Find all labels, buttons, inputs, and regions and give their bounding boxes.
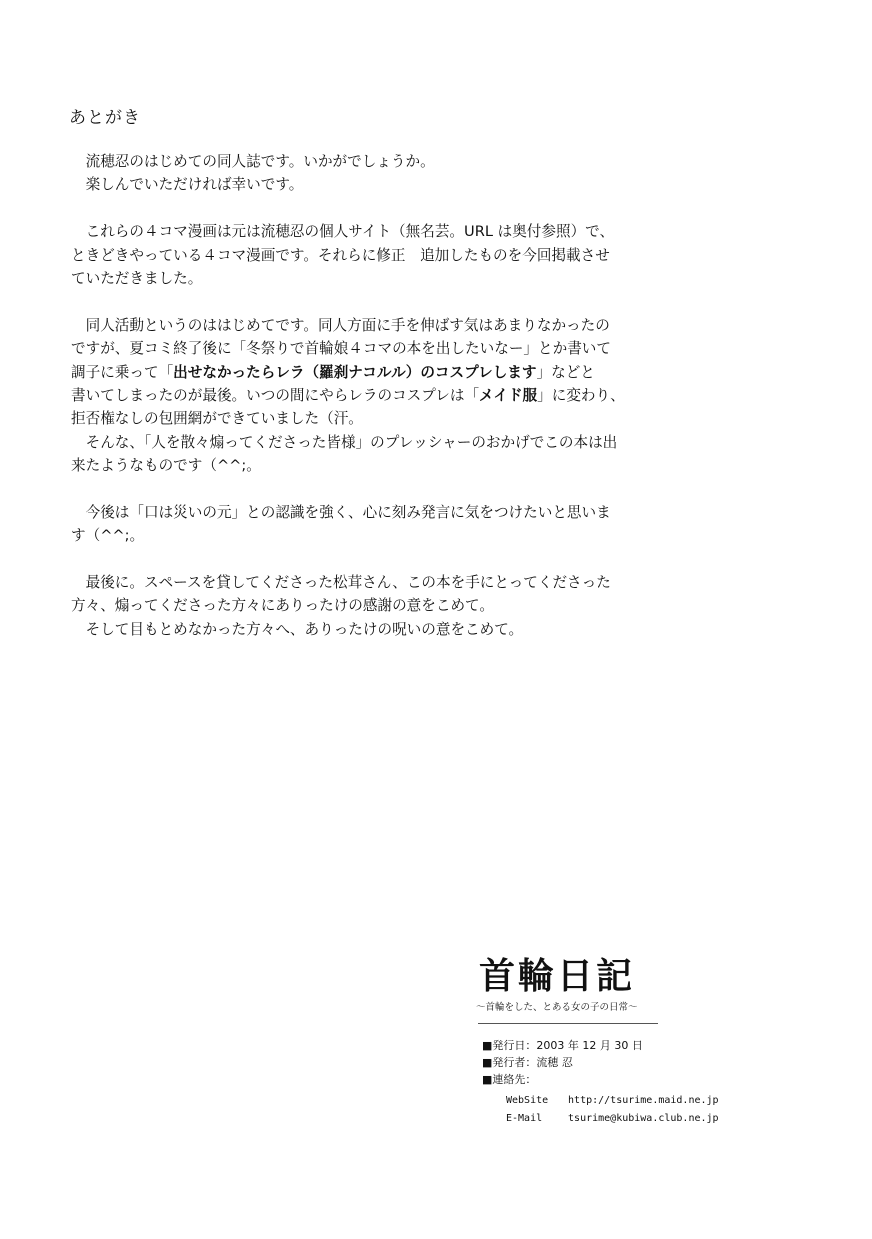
text-span: ですが、夏コミ終了後に「冬祭りで首輪娘４コマの本を出したいなー」とか書いて [71,340,611,358]
text-span: 書いてしまったのが最後。いつの間にやらレラのコスプレは「 [71,386,480,404]
body-line [71,594,651,617]
publisher: ■発行者：流穂 忍 [482,1056,573,1069]
body-line [71,524,651,547]
text-span: 拒否権なしの包囲網ができていました（汗。 [71,410,363,428]
body-line [71,173,651,196]
text-span: 」などと [536,363,595,381]
text-span: ときどきやっている４コマ漫画です。それらに修正 追加したものを今回掲載させ [71,246,610,264]
afterword-body [71,150,651,641]
body-line [71,384,651,407]
body-line [71,361,651,384]
text-span: 楽しんでいただければ幸いです。 [85,176,304,194]
bold-phrase-maid: メイド服 [479,386,538,404]
contact-details [506,1092,719,1127]
body-line [71,220,651,243]
body-line [71,571,651,594]
book-title: 首輪日記 [479,956,636,997]
paragraph-gap [71,477,651,500]
text-span: そんな、「人を散々煽ってくださった皆様」のプレッシャーのおかげでこの本は出 [85,433,618,451]
website-url: http://tsurime.maid.ne.jp [568,1095,719,1106]
email-address: tsurime@kubiwa.club.ne.jp [568,1112,719,1124]
text-span: 調子に乗って「 [71,363,174,381]
text-span: 最後に。スペースを貸してくださった松茸さん、この本を手にとってくださった [85,574,611,592]
body-line [71,267,651,290]
text-span: す（^^;。 [71,527,145,545]
publish-date: ■発行日：2003 年 12 月 30 日 [482,1039,643,1052]
text-span: 」に変わり、 [537,386,625,404]
contact-heading: ■連絡先： [482,1073,537,1086]
divider [478,1023,658,1024]
body-line [71,407,651,430]
website-label: WebSite [506,1095,549,1106]
body-line [71,618,651,641]
paragraph-gap [71,197,651,220]
body-line [71,431,651,454]
body-line [71,150,651,173]
body-line [71,244,651,267]
bold-phrase-cosplay: 出せなかったらレラ（羅刹ナコルル）のコスプレします [173,363,537,381]
text-span: 来たようなものです（^^;。 [71,457,261,475]
text-span: ていただきました。 [71,269,203,287]
book-subtitle: 〜首輪をした、とある女の子の日常〜 [476,1002,638,1013]
body-line [71,501,651,524]
text-span: これらの４コマ漫画は元は流穂忍の個人サイト（無名芸。URL は奥付参照）で、 [85,223,615,241]
body-line [71,314,651,337]
text-span: そして目もとめなかった方々へ、ありったけの呪いの意をこめて。 [85,620,524,638]
text-span: 方々、煽ってくださった方々にありったけの感謝の意をこめて。 [71,597,494,615]
body-line [71,337,651,360]
email-label: E-Mail [506,1112,543,1124]
website-row [506,1092,719,1110]
afterword-heading: あとがき [69,108,141,128]
text-span: 今後は「口は災いの元」との認識を強く、心に刻み発言に気をつけたいと思いま [85,503,611,521]
paragraph-gap [71,548,651,571]
email-row [506,1110,719,1128]
publication-info [482,1037,643,1088]
paragraph-gap [71,290,651,313]
body-line [71,454,651,477]
text-span: 流穂忍のはじめての同人誌です。いかがでしょうか。 [85,153,435,170]
text-span: 同人活動というのははじめてです。同人方面に手を伸ばす気はあまりなかったの [85,316,610,334]
